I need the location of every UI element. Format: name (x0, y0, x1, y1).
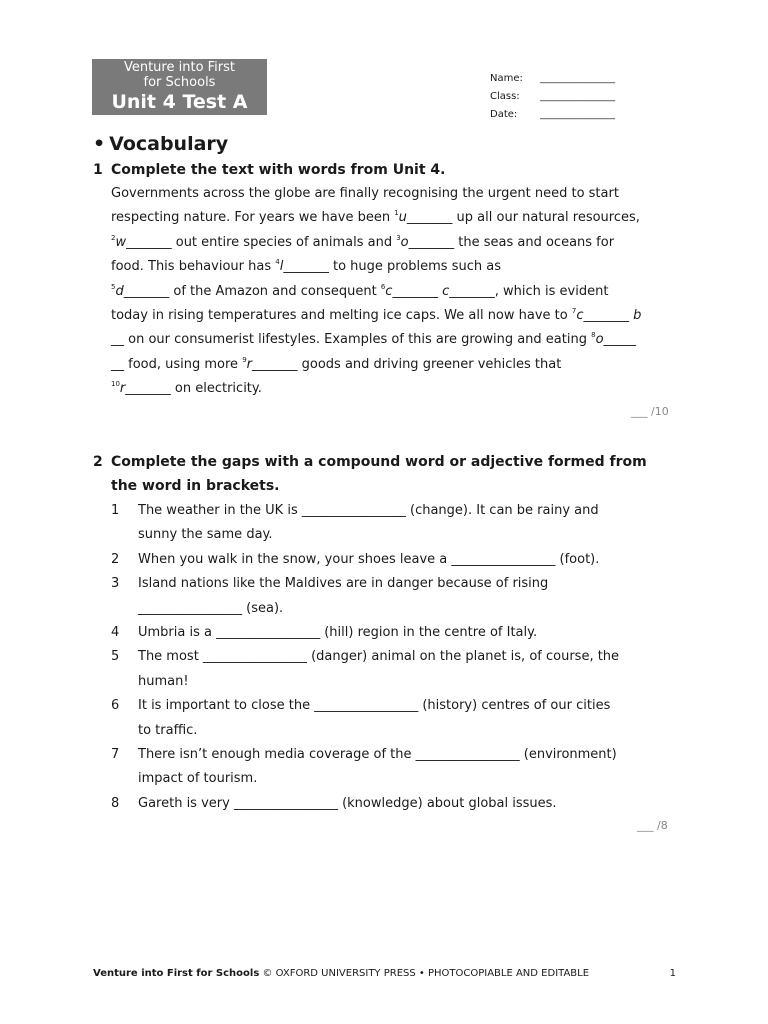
passage-text: food. This behaviour has (111, 259, 276, 275)
item-text: Island nations like the Maldives are in danger because of rising (138, 576, 549, 592)
gap-number: 6 (380, 282, 386, 291)
question-instruction: Complete the gaps with a compound word or adjective formed from (111, 454, 647, 470)
item-text: The most ________________ (danger) animal on the planet is, of course, the (138, 649, 620, 665)
passage-text: respecting nature. For years we have been (111, 210, 395, 226)
gap-number: 9 (242, 355, 247, 364)
question-number: 1 (93, 162, 103, 178)
q2-item (111, 499, 681, 548)
gap-first-letter: u (398, 210, 407, 226)
item-text: When you walk in the snow, your shoes leave a ________________ (foot). (138, 551, 600, 567)
passage-line (111, 182, 691, 206)
name-blank[interactable]: _______________ (540, 73, 615, 84)
passage-text: _______ of the Amazon and consequent (123, 283, 381, 299)
gap-number: 8 (591, 331, 596, 340)
item-text: to traffic. (138, 722, 198, 738)
footer (93, 968, 676, 979)
gap-first-letter: r (246, 356, 253, 372)
gap-first-letter: o (400, 234, 409, 250)
q2-score: ___ /8 (637, 819, 668, 832)
class-blank[interactable]: _______________ (540, 91, 615, 102)
passage-text: _______ (583, 307, 634, 323)
passage-text: today in rising temperatures and melting ice caps. We all now have to (111, 307, 572, 323)
item-text: There isn’t enough media coverage of the ________________ (environment) (138, 747, 617, 763)
date-blank[interactable]: _______________ (540, 109, 615, 120)
item-text: Gareth is very ________________ (knowledge) about global issues. (138, 795, 557, 811)
passage-line (111, 280, 691, 304)
gap-first-letter: c (442, 283, 450, 299)
item-text: ________________ (sea). (138, 600, 284, 616)
q2-item (111, 743, 681, 792)
page-number: 1 (669, 968, 676, 979)
passage-text: _______ (392, 283, 443, 299)
passage-line (111, 304, 691, 328)
item-number: 6 (111, 698, 120, 714)
name-label: Name: (490, 73, 523, 84)
passage-text: _______, which is evident (449, 283, 609, 299)
q1-score: ___ /10 (631, 405, 669, 418)
passage-text: _______ out entire species of animals and (126, 234, 397, 250)
gap-number: 1 (394, 209, 399, 218)
q2-items (111, 499, 681, 816)
q1-passage (111, 182, 691, 402)
question-number: 2 (93, 454, 103, 470)
passage-line (111, 328, 691, 352)
item-number: 7 (111, 747, 120, 763)
question-instruction: Complete the text with words from Unit 4. (111, 162, 446, 178)
question-instruction-cont: the word in brackets. (111, 478, 280, 494)
gap-first-letter: d (115, 283, 124, 299)
q2-item (111, 548, 681, 572)
item-text: sunny the same day. (138, 527, 273, 543)
item-text: It is important to close the ________________ (history) centres of our cities (138, 698, 611, 714)
gap-first-letter: c (385, 283, 393, 299)
class-field[interactable] (490, 91, 615, 103)
series-title-line1: Venture into First (123, 60, 236, 75)
gap-first-letter: o (595, 332, 604, 348)
gap-first-letter: w (115, 234, 127, 250)
passage-text: Governments across the globe are finally recognising the urgent need to start (111, 186, 619, 201)
gap-first-letter: c (576, 307, 584, 323)
q2-item (111, 572, 681, 621)
passage-text: _____ (603, 332, 637, 348)
passage-line (111, 231, 691, 255)
test-title: Unit 4 Test A (111, 91, 248, 113)
passage-text: __ food, using more (111, 356, 243, 372)
item-number: 1 (111, 503, 120, 518)
series-title-line2: for Schools (143, 75, 216, 90)
item-number: 8 (111, 795, 120, 811)
passage-line (111, 353, 691, 377)
item-text: human! (138, 673, 189, 689)
q2-item (111, 621, 681, 645)
passage-line (111, 377, 691, 401)
item-text: Umbria is a ________________ (hill) region in the centre of Italy. (138, 625, 538, 641)
gap-first-letter: r (119, 381, 126, 397)
passage-text: _______ to huge problems such as (283, 259, 501, 275)
item-number: 4 (111, 625, 120, 641)
passage-text: __ on our consumerist lifestyles. Examples of this are growing and eating (111, 332, 592, 348)
q2-item (111, 645, 681, 694)
section-title (93, 133, 228, 155)
gap-number: 10 (111, 380, 120, 389)
passage-line (111, 206, 691, 230)
bullet-icon: • (93, 133, 106, 155)
gap-first-letter: l (279, 259, 284, 275)
gap-number: 4 (275, 258, 280, 267)
item-number: 5 (111, 649, 120, 665)
item-text: The weather in the UK is ________________ (change). It can be rainy and (138, 503, 599, 518)
passage-text: _______ goods and driving greener vehicles that (252, 356, 562, 372)
class-label: Class: (490, 91, 520, 102)
date-field[interactable] (490, 109, 615, 121)
unit-badge (92, 59, 267, 115)
gap-number: 7 (571, 306, 577, 315)
gap-number: 5 (111, 282, 116, 291)
date-label: Date: (490, 109, 518, 120)
q2-item (111, 792, 681, 816)
item-number: 2 (111, 551, 120, 567)
passage-text: _______ on electricity. (125, 381, 262, 397)
item-text: impact of tourism. (138, 771, 258, 787)
footer-copyright: © OXFORD UNIVERSITY PRESS • PHOTOCOPIABLE AND EDITABLE (259, 968, 590, 979)
passage-text: _______ the seas and oceans for (408, 234, 615, 250)
q2-item (111, 694, 681, 743)
passage-line (111, 255, 691, 279)
gap-first-letter: b (633, 307, 642, 323)
name-field[interactable] (490, 73, 615, 85)
item-number: 3 (111, 576, 120, 592)
section-title-text: Vocabulary (109, 133, 229, 155)
passage-text: _______ up all our natural resources, (406, 210, 640, 226)
gap-number: 3 (396, 233, 401, 242)
gap-number: 2 (111, 233, 116, 242)
footer-series: Venture into First for Schools (93, 968, 260, 979)
